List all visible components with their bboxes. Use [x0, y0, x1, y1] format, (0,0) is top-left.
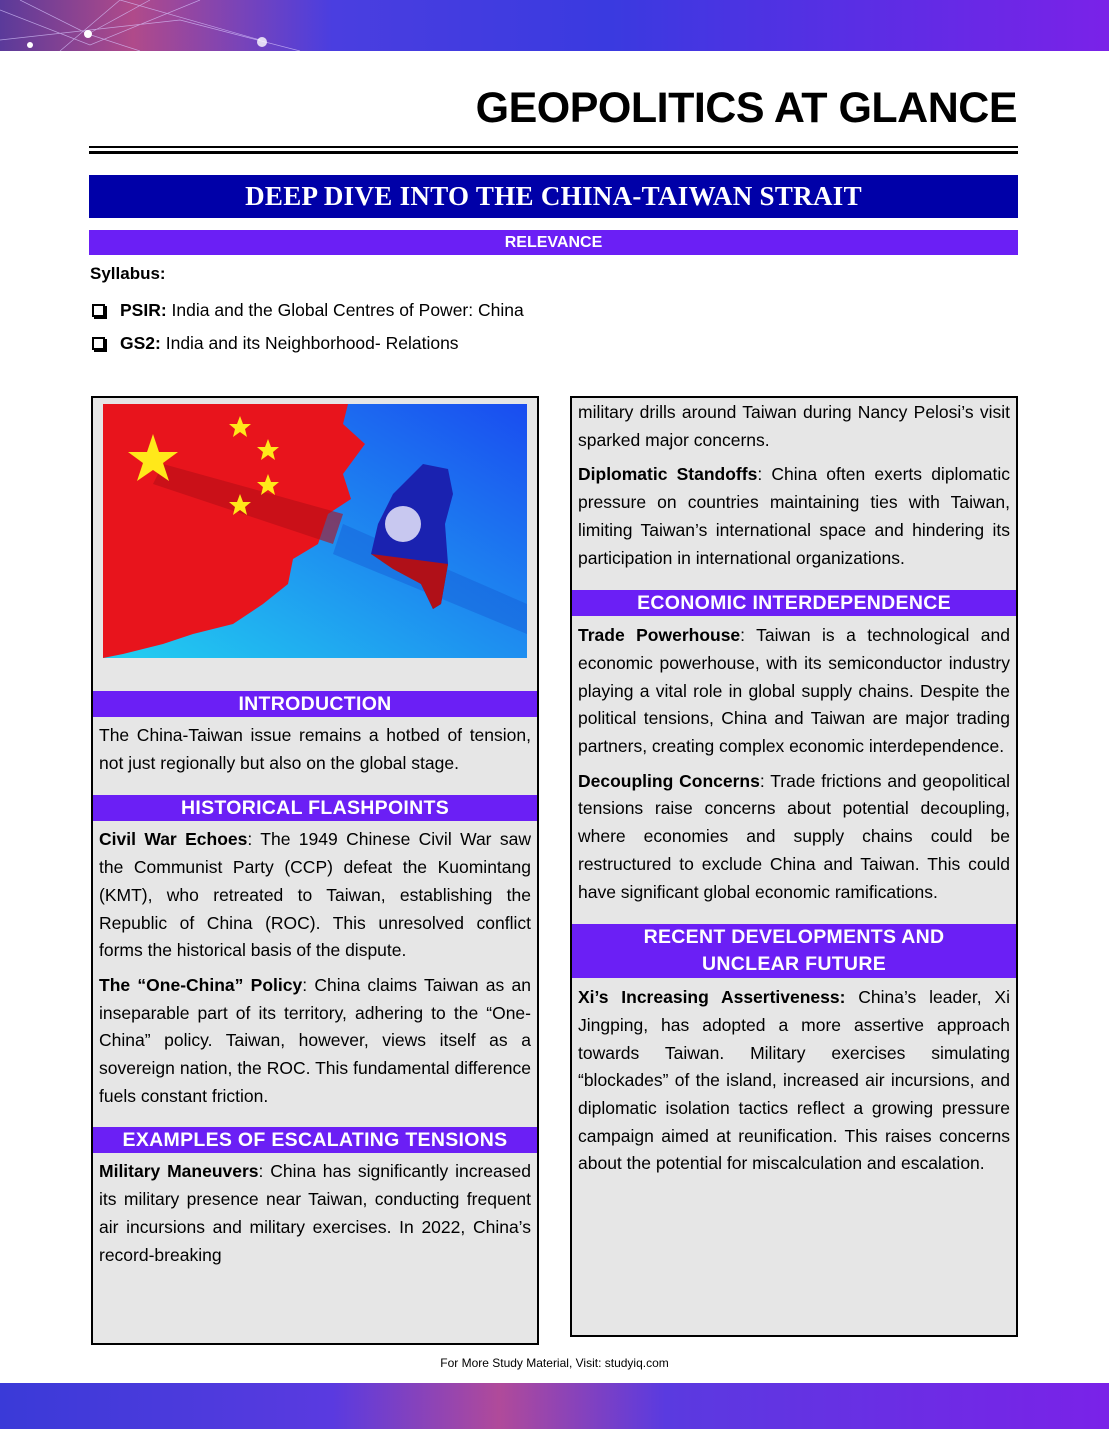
- text: : Trade frictions and geopolitical tensions raise concerns about potential decoupling, where economies and supply chains could be restructured to exclude China and Taiwan. This could have significant global economic ramifications.: [578, 770, 1010, 902]
- syllabus-text: India and the Global Centres of Power: China: [166, 300, 524, 320]
- recent-developments-heading: [572, 924, 1016, 978]
- network-graphic-icon: [0, 0, 330, 51]
- heading-line: RECENT DEVELOPMENTS AND: [643, 926, 945, 949]
- text: : China claims Taiwan as an inseparable part of its territory, adhering to the “One-China” policy. Taiwan, however, views itself as a sovereign nation, the ROC. This fundamental difference fuels constant friction.: [99, 974, 531, 1106]
- paragraph: [572, 461, 1016, 572]
- main-heading: DEEP DIVE INTO THE CHINA-TAIWAN STRAIT: [89, 175, 1018, 218]
- economic-interdependence-heading: ECONOMIC INTERDEPENDENCE: [572, 590, 1016, 616]
- footer-text: For More Study Material, Visit: studyiq.com: [440, 1356, 669, 1370]
- syllabus-tag: PSIR:: [120, 300, 167, 320]
- heading-line: UNCLEAR FUTURE: [701, 953, 887, 976]
- text: : The 1949 Chinese Civil War saw the Communist Party (CCP) defeat the Kuomintang (KMT), who retreated to Taiwan, establishing the Republic of China (ROC). This unresolved conflict forms the historical basis of the dispute.: [99, 829, 531, 961]
- text: : Taiwan is a technological and economic powerhouse, with its semiconductor industry playing a vital role in global supply chains. Despite the political tensions, China and Taiwan are major trading partners, creating complex economic interdependence.: [578, 625, 1010, 757]
- divider: [89, 151, 1018, 154]
- continued-text: military drills around Taiwan during Nancy Pelosi’s visit sparked major concerns.: [578, 402, 1010, 450]
- text: : China often exerts diplomatic pressure on countries maintaining ties with Taiwan, limiting Taiwan’s international space and hindering its participation in international organizations.: [578, 464, 1010, 568]
- page-title: GEOPOLITICS AT GLANCE: [475, 84, 1017, 132]
- bottom-banner: [0, 1383, 1109, 1429]
- escalating-tensions-heading: EXAMPLES OF ESCALATING TENSIONS: [93, 1127, 537, 1153]
- introduction-text: The China-Taiwan issue remains a hotbed of tension, not just regionally but also on the global stage.: [99, 725, 531, 773]
- term: Decoupling Concerns: [578, 770, 760, 791]
- term: Civil War Echoes: [99, 829, 248, 850]
- syllabus-label: Syllabus:: [90, 264, 166, 283]
- term: Military Maneuvers: [99, 1161, 259, 1182]
- term: Diplomatic Standoffs: [578, 464, 758, 485]
- syllabus-item: [92, 300, 524, 321]
- introduction-heading: INTRODUCTION: [93, 691, 537, 717]
- paragraph: [93, 1158, 537, 1269]
- term: The “One-China” Policy: [99, 974, 303, 995]
- historical-flashpoints-heading: HISTORICAL FLASHPOINTS: [93, 795, 537, 821]
- paragraph: [93, 972, 537, 1111]
- syllabus-text: India and its Neighborhood- Relations: [160, 333, 459, 353]
- checkbox-bullet-icon: [92, 304, 105, 317]
- checkbox-bullet-icon: [92, 337, 105, 350]
- term: Xi’s Increasing Assertiveness:: [578, 987, 846, 1008]
- top-banner: [0, 0, 1109, 51]
- china-taiwan-flag-map-image: [103, 404, 527, 658]
- paragraph: [572, 768, 1016, 907]
- right-column: [570, 396, 1018, 1337]
- text: China’s leader, Xi Jingping, has adopted a more assertive approach towards Taiwan. Military exercises simulating “blockades” of the island, increased air incursions, and diplomatic isolation tactics reflect a growing pressure campaign aimed at reunification. This raises concerns about the potential for miscalculation and escalation.: [578, 987, 1010, 1174]
- paragraph: [572, 984, 1016, 1178]
- term: Trade Powerhouse: [578, 625, 741, 646]
- syllabus-tag: GS2:: [120, 333, 161, 353]
- left-column: [91, 396, 539, 1345]
- paragraph: [93, 826, 537, 965]
- relevance-heading: RELEVANCE: [89, 230, 1018, 255]
- syllabus-item: [92, 333, 459, 354]
- divider: [89, 146, 1018, 148]
- text: : China has significantly increased its military presence near Taiwan, conducting frequent air incursions and military exercises. In 2022, China’s record-breaking: [99, 1161, 531, 1265]
- paragraph: [572, 622, 1016, 761]
